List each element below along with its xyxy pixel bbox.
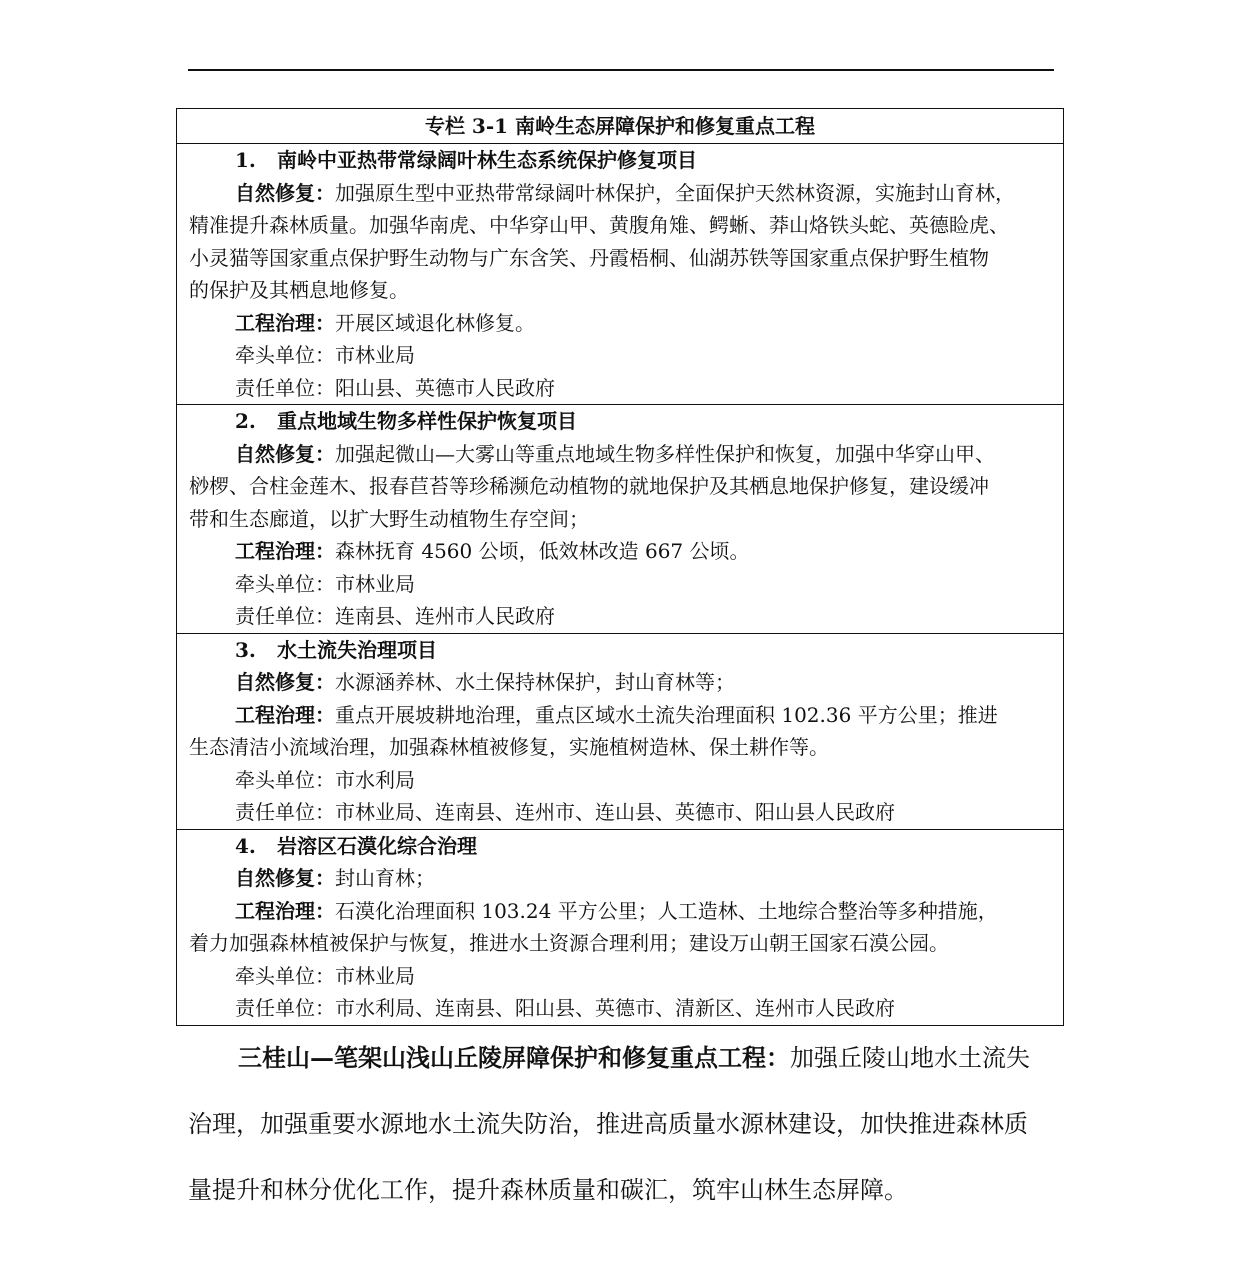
project-heading: 4. 岩溶区石漠化综合治理 (235, 833, 477, 858)
engineering-line: 工程治理：开展区域退化林修复。 (235, 310, 535, 335)
lead-unit: 牵头单位：市林业局 (235, 343, 415, 367)
project-section-2 (177, 404, 1063, 633)
responsible-unit: 责任单位：连南县、连州市人民政府 (235, 604, 555, 628)
header-rule (188, 69, 1054, 71)
project-section-1 (177, 144, 1063, 404)
engineering-line: 工程治理：重点开展坡耕地治理，重点区域水土流失治理面积 102.36 平方公里；推进 (235, 702, 998, 727)
natural-line: 自然修复：加强原生型中亚热带常绿阔叶林保护，全面保护天然林资源，实施封山育林， (235, 180, 1015, 205)
project-heading: 1. 南岭中亚热带常绿阔叶林生态系统保护修复项目 (235, 148, 697, 172)
box-title: 专栏 3-1 南岭生态屏障保护和修复重点工程 (177, 109, 1063, 144)
engineering-line: 生态清洁小流域治理，加强森林植被修复，实施植树造林、保土耕作等。 (189, 735, 829, 759)
natural-line: 精准提升森林质量。加强华南虎、中华穿山甲、黄腹角雉、鳄蜥、莽山烙铁头蛇、英德睑虎、 (189, 213, 1009, 237)
natural-line: 自然修复：水源涵养林、水土保持林保护，封山育林等； (235, 670, 735, 694)
lead-unit: 牵头单位：市水利局 (235, 767, 415, 792)
natural-line: 的保护及其栖息地修复。 (189, 278, 409, 302)
natural-line: 自然修复：封山育林； (235, 866, 435, 890)
responsible-unit: 责任单位：市水利局、连南县、阳山县、英德市、清新区、连州市人民政府 (235, 996, 895, 1020)
project-heading: 3. 水土流失治理项目 (235, 637, 437, 662)
natural-line: 自然修复：加强起微山—大雾山等重点地域生物多样性保护和恢复，加强中华穿山甲、 (235, 441, 995, 466)
body-paragraph-line: 三桂山—笔架山浅山丘陵屏障保护和修复重点工程：加强丘陵山地水土流失 (238, 1043, 1030, 1072)
natural-line: 桫椤、合柱金莲木、报春苣苔等珍稀濒危动植物的就地保护及其栖息地保护修复，建设缓冲 (189, 474, 989, 498)
lead-unit: 牵头单位：市林业局 (235, 571, 415, 596)
responsible-unit: 责任单位：阳山县、英德市人民政府 (235, 375, 555, 400)
feature-box (176, 108, 1064, 1026)
body-paragraph-line: 治理，加强重要水源地水土流失防治，推进高质量水源林建设，加快推进森林质 (188, 1110, 1028, 1138)
project-section-3 (177, 633, 1063, 829)
engineering-line: 工程治理：森林抚育 4560 公顷，低效林改造 667 公顷。 (235, 539, 750, 563)
project-heading: 2. 重点地域生物多样性保护恢复项目 (235, 409, 577, 433)
project-section-4 (177, 829, 1063, 1025)
body-paragraph-line: 量提升和林分优化工作，提升森林质量和碳汇，筑牢山林生态屏障。 (188, 1176, 908, 1204)
responsible-unit: 责任单位：市林业局、连南县、连州市、连山县、英德市、阳山县人民政府 (235, 800, 895, 824)
engineering-line: 工程治理：石漠化治理面积 103.24 平方公里；人工造林、土地综合整治等多种措施， (235, 898, 998, 923)
lead-unit: 牵头单位：市林业局 (235, 963, 415, 988)
natural-line: 带和生态廊道，以扩大野生动植物生存空间； (189, 506, 589, 531)
engineering-line: 着力加强森林植被保护与恢复，推进水土资源合理利用；建设万山朝王国家石漠公园。 (189, 931, 949, 955)
natural-line: 小灵猫等国家重点保护野生动物与广东含笑、丹霞梧桐、仙湖苏铁等国家重点保护野生植物 (189, 245, 989, 270)
